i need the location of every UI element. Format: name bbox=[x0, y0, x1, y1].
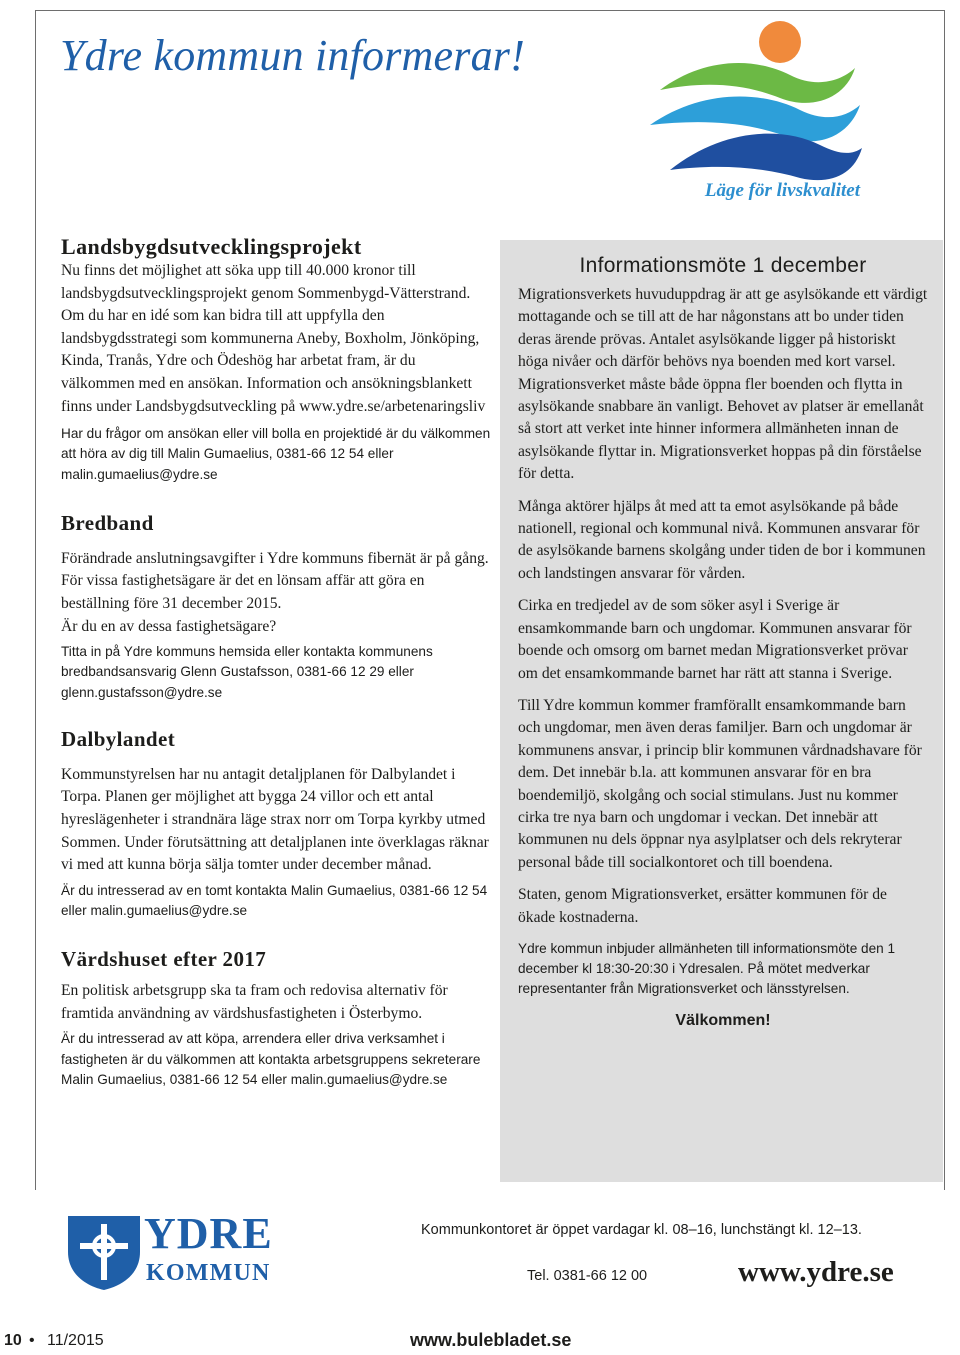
info-paragraph: Många aktörer hjälps åt med att ta emot asylsökande på både nationell, regional och kommunal nivå. Kommunen ansvarar för de asylsökande barnens skolgång under tiden de bor i kommunen och landstingen ansvarar för vården. bbox=[518, 497, 926, 582]
website-link[interactable]: www.ydre.se bbox=[738, 1256, 894, 1288]
section-vardshuset bbox=[61, 947, 493, 1090]
info-panel-heading: Informationsmöte 1 december bbox=[579, 254, 867, 277]
opening-hours: Kommunkontoret är öppet vardagar kl. 08–16, lunchstängt kl. 12–13. bbox=[421, 1222, 862, 1238]
section-dalbylandet bbox=[61, 727, 493, 921]
section-contact: Titta in på Ydre kommuns hemsida eller kontakta kommunens bredbandsansvarig Glenn Gustafsson, 0381-66 12 29 eller glenn.gustafsson@ydre.se bbox=[61, 644, 433, 700]
sun-icon bbox=[759, 21, 801, 63]
info-panel bbox=[500, 240, 943, 1182]
page-title: Ydre kommun informerar! bbox=[60, 31, 525, 80]
page-footer bbox=[0, 1332, 960, 1355]
section-heading: Dalbylandet bbox=[61, 726, 176, 751]
ydre-crest-logo bbox=[64, 1212, 144, 1292]
page-separator: • bbox=[29, 1332, 35, 1349]
section-bredband bbox=[61, 511, 493, 703]
section-heading: Värdshuset efter 2017 bbox=[61, 947, 267, 972]
page-number: 10 bbox=[4, 1332, 22, 1349]
section-body: Nu finns det möjlighet att söka upp till 40.000 kronor till landsbygdsutvecklingsprojekt genom Sommenbygd-Vätterstrand. Om du har en idé som kan bidra till att uppfylla den landsbygdsstrategi som kommunerna Aneby, Boxholm, Jönköping, Kinda, Tranås, Ydre och Ödeshög har arbetat fram, är du välkommen med en ansökan. Information och ansökningsblankett finns under Landsbygdsutveckling på www.ydre.se/arbetenaringsliv bbox=[61, 262, 486, 415]
left-column bbox=[61, 234, 493, 1090]
info-paragraph: Migrationsverkets huvuduppdrag är att ge asylsökande ett värdigt mottagande och se till att de har någonstans att bo under tiden deras ärende prövas. Antalet asylsökande ligger på historiskt höga nivåer och därför behövs nya boenden med kort varsel. Migrationsverket måste både öppna fler boenden och flytta in asylsökande snabbare än vanligt. Behovet av platser är emellanåt så stort att verket inte hinner informera allmänheten innan de asylsökande flyttar in. Migrationsverket hoppas på din förståelse för detta. bbox=[518, 286, 928, 483]
section-heading: Bredband bbox=[61, 510, 154, 535]
logo-name: YDRE bbox=[144, 1209, 273, 1258]
publication-site[interactable]: www.bulebladet.se bbox=[410, 1330, 572, 1350]
welcome-text: Välkommen! bbox=[675, 1011, 771, 1029]
info-paragraph: Staten, genom Migrationsverket, ersätter kommunen för de ökade kostnaderna. bbox=[518, 886, 887, 926]
phone-number: Tel. 0381-66 12 00 bbox=[527, 1268, 648, 1284]
section-contact: Har du frågor om ansökan eller vill bolla en projektidé är du välkommen att höra av dig till Malin Gumaelius, 0381-66 12 54 eller malin.gumaelius@ydre.se bbox=[61, 426, 491, 482]
info-paragraph: Cirka en tredjedel av de som söker asyl i Sverige är ensamkommande barn och ungdomar. Kommunen ansvarar för boende och omsorg om barnet medan Migrationsverket prövar om det ensamkommande barnet har rätt att stanna i Sverige. bbox=[518, 597, 912, 682]
section-heading: Landsbygdsutvecklingsprojekt bbox=[61, 234, 362, 259]
green-wave-icon bbox=[660, 63, 855, 103]
section-contact: Är du intresserad av en tomt kontakta Malin Gumaelius, 0381-66 12 54 eller malin.gumaelius@ydre.se bbox=[61, 882, 488, 918]
section-question: Är du en av dessa fastighetsägare? bbox=[61, 617, 277, 635]
section-body: Kommunstyrelsen har nu antagit detaljplanen för Dalbylandet i Torpa. Planen ger möjlighet att bygga 24 villor och ett antal hyreslägenheter i strandnära läge strax norr om Torpa kyrkby utmed Sommen. Under förutsättning att detaljplanen inte överklagas räknar vi med att kunna börja sälja tomter under december månad. bbox=[61, 765, 489, 874]
section-body: En politisk arbetsgrupp ska ta fram och redovisa alternativ för framtida användning av värdshusfastigheten i Österbymo. bbox=[61, 982, 448, 1022]
section-landsbygd bbox=[61, 234, 493, 485]
logo-subtitle: KOMMUN bbox=[146, 1260, 271, 1286]
blue-wave-icon bbox=[670, 134, 862, 181]
slogan: Läge för livskvalitet bbox=[704, 180, 860, 201]
section-contact: Är du intresserad av att köpa, arrendera eller driva verksamhet i fastigheten är du välkommen att kontakta arbetsgruppens sekreterare Malin Gumaelius, 0381-66 12 54 eller malin.gumaelius@ydre.se bbox=[61, 1031, 481, 1087]
info-panel-content bbox=[518, 254, 928, 1030]
info-invitation: Ydre kommun inbjuder allmänheten till informationsmöte den 1 december kl 18:30-20:30 i Ydresalen. På mötet medverkar representanter från Migrationsverket och länsstyrelsen. bbox=[518, 940, 896, 997]
section-body: Förändrade anslutningsavgifter i Ydre kommuns fibernät är på gång. För vissa fastighetsägare är det en lönsam affär att göra en beställning före 31 december 2015. bbox=[61, 549, 489, 612]
issue-date: 11/2015 bbox=[47, 1332, 104, 1349]
info-paragraph: Till Ydre kommun kommer framförallt ensamkommande barn och ungdomar, men även deras familjer. Barn och ungdomar är kommunens ansvar, i princip blir kommunen vårdnadshavare för dem. Det innebär b.la. att kommunen ansvarar för en bra boendemiljö, skolgång och social stimulans. Just nu kommer cirka tre nya barn och ungdomar i veckan. Det innebär att kommunen nu dels öppnar nya asylplatser och dels rekryterar personal både till socialkontoret och till boendena. bbox=[518, 696, 922, 871]
